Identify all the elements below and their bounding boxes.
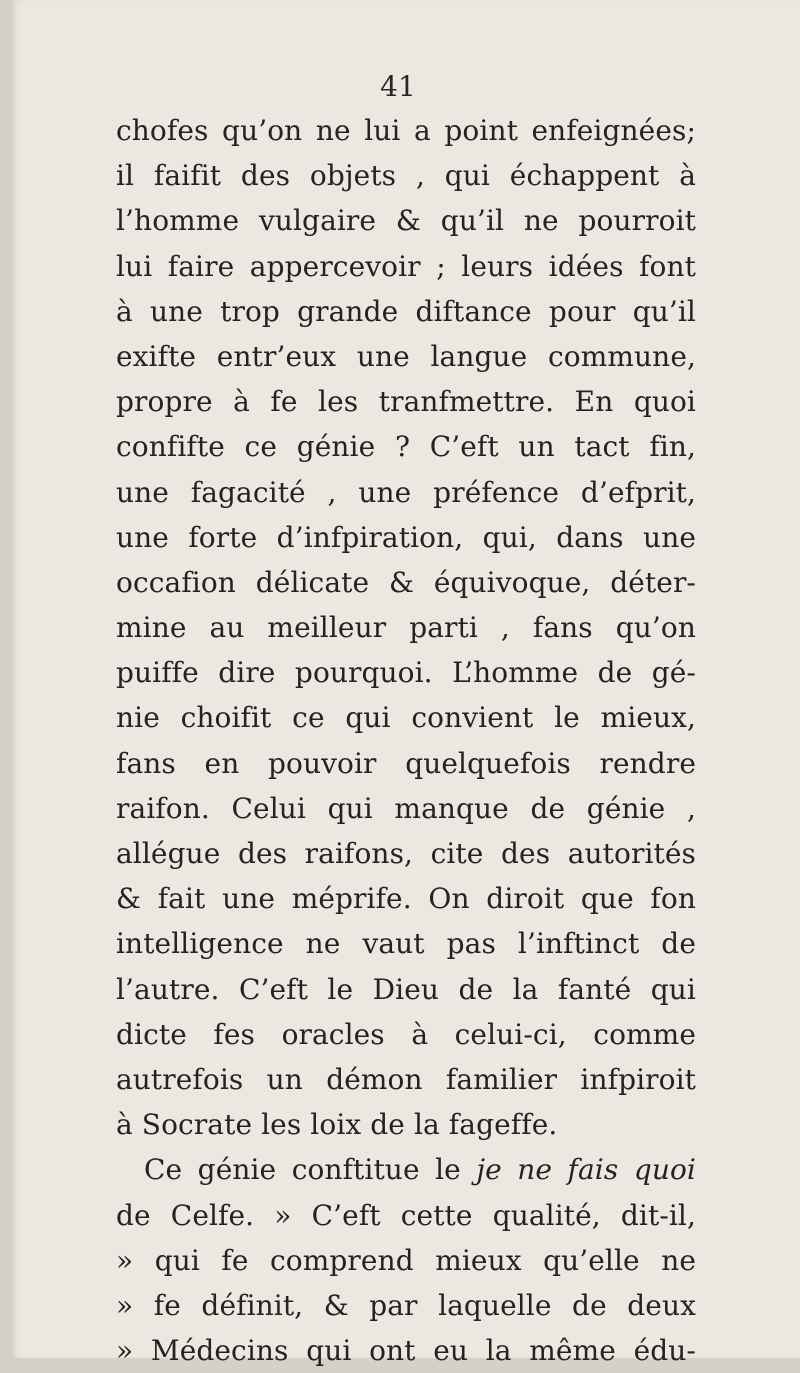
text-line: allégue des raifons, cite des autorités bbox=[116, 837, 696, 870]
text-line: chofes qu’on ne lui a point enfeignées; bbox=[116, 114, 696, 147]
italic-phrase: je ne fais quoi bbox=[476, 1153, 696, 1187]
text-line: intelligence ne vaut pas l’inftinct de bbox=[116, 927, 696, 961]
book-page bbox=[10, 0, 800, 1368]
text-line: à Socrate les loix de la fageffe. bbox=[116, 1108, 558, 1142]
text-line: confifte ce génie ? C’eft un tact fin, bbox=[116, 430, 696, 464]
paragraph-start-line bbox=[116, 1147, 696, 1192]
text-line: & fait une méprife. On diroit que fon bbox=[116, 882, 696, 916]
text-line: à une trop grande diftance pour qu’il bbox=[116, 294, 696, 328]
text-line: exifte entr’eux une langue commune, bbox=[116, 339, 696, 373]
text-line: » qui fe comprend mieux qu’elle ne bbox=[116, 1243, 696, 1277]
text-line: autrefois un démon familier infpiroit bbox=[116, 1062, 696, 1096]
text-line: une forte d’infpiration, qui, dans une bbox=[116, 520, 696, 554]
text-line: mine au meilleur parti , fans qu’on bbox=[116, 611, 696, 645]
text-line: nie choifit ce qui convient le mieux, bbox=[116, 701, 696, 735]
text-line: une fagacité , une préfence d’efprit, bbox=[116, 475, 696, 509]
text-line: occafion délicate & équivoque, déter- bbox=[116, 565, 696, 599]
page-number: 41 bbox=[380, 70, 416, 103]
text-line: dicte fes oracles à celui-ci, comme bbox=[116, 1017, 696, 1051]
text-line: puiffe dire pourquoi. L’homme de gé- bbox=[116, 656, 696, 690]
body-text bbox=[116, 108, 696, 1373]
text-line: » fe définit, & par laquelle de deux bbox=[116, 1288, 696, 1322]
text-line: de Celfe. » C’eft cette qualité, dit-il, bbox=[116, 1198, 696, 1232]
text-run: Ce génie conftitue le bbox=[144, 1153, 461, 1187]
text-line: propre à fe les tranfmettre. En quoi bbox=[116, 385, 696, 419]
text-line: lui faire appercevoir ; leurs idées font bbox=[116, 249, 696, 283]
text-line: fans en pouvoir quelquefois rendre bbox=[116, 746, 696, 780]
text-line: » Médecins qui ont eu la même édu- bbox=[116, 1334, 696, 1368]
text-line: l’autre. C’eft le Dieu de la fanté qui bbox=[116, 972, 696, 1006]
text-line: l’homme vulgaire & qu’il ne pourroit bbox=[116, 204, 696, 238]
text-line: raifon. Celui qui manque de génie , bbox=[116, 791, 696, 825]
text-line: il faifit des objets , qui échappent à bbox=[116, 159, 696, 193]
